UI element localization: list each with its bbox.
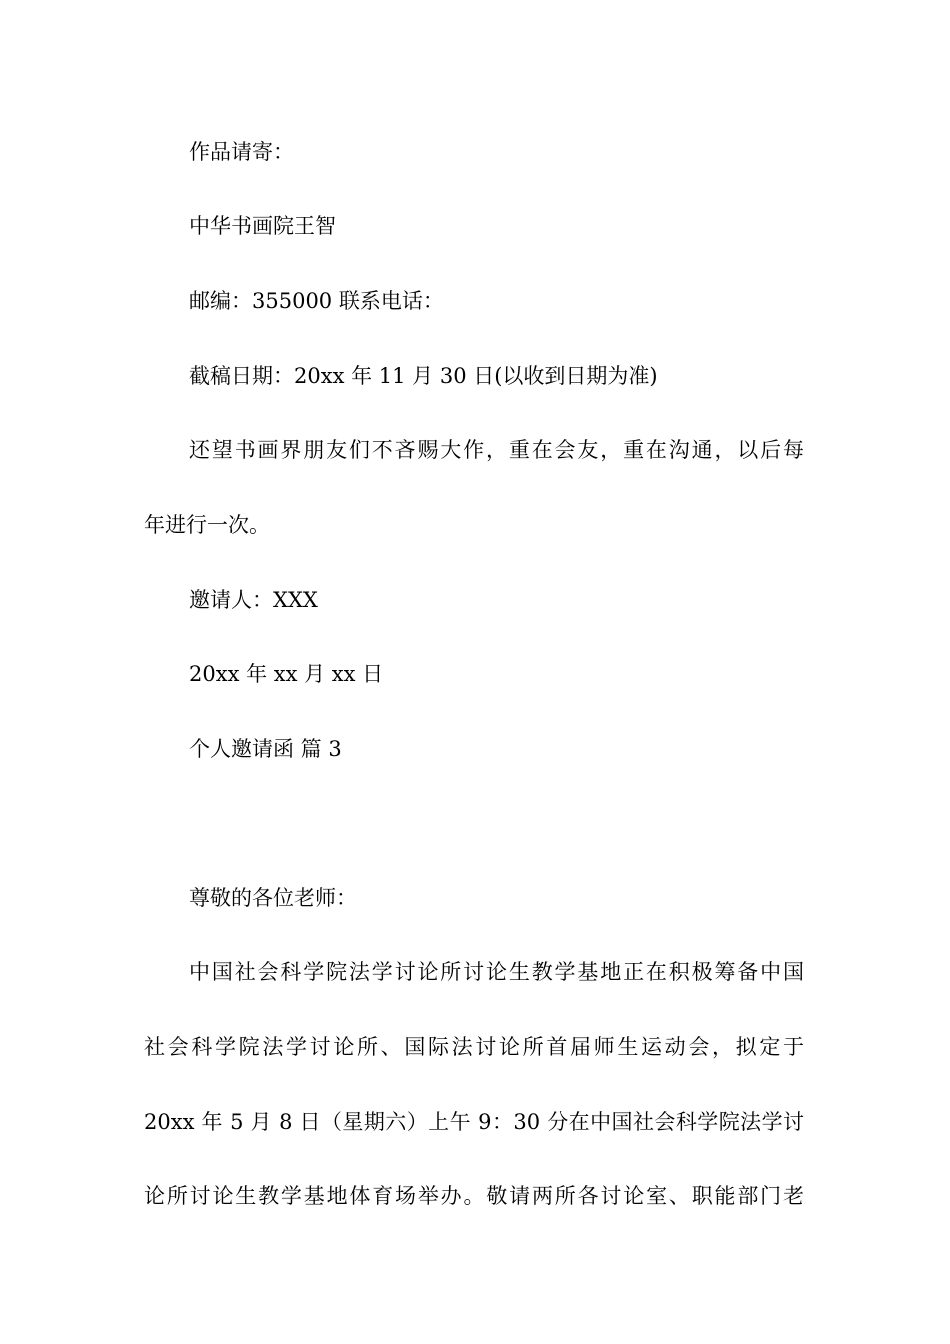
section-heading: 个人邀请函 篇 3 (189, 737, 342, 761)
postal-code-phone: 邮编：355000 联系电话： (189, 289, 444, 313)
recipient-name: 中华书画院王智 (189, 214, 336, 238)
paragraph-line: 社会科学院法学讨论所、国际法讨论所首届师生运动会，拟定于 (144, 1035, 804, 1059)
paragraph-line: 论所讨论生教学基地体育场举办。敬请两所各讨论室、职能部门老 (144, 1184, 804, 1208)
deadline-date: 截稿日期：20xx 年 11 月 30 日(以收到日期为准) (189, 364, 658, 388)
signature-date: 20xx 年 xx 月 xx 日 (189, 662, 384, 686)
paragraph-line: 20xx 年 5 月 8 日（星期六）上午 9：30 分在中国社会科学院法学讨 (144, 1110, 804, 1134)
inviter-signature: 邀请人：XXX (189, 588, 318, 612)
salutation: 尊敬的各位老师： (189, 886, 357, 910)
paragraph-line: 中国社会科学院法学讨论所讨论生教学基地正在积极筹备中国 (189, 960, 804, 984)
paragraph-line: 年进行一次。 (144, 513, 270, 537)
send-works-to-label: 作品请寄： (189, 140, 294, 164)
paragraph-line: 还望书画界朋友们不吝赐大作，重在会友，重在沟通，以后每 (189, 438, 804, 462)
